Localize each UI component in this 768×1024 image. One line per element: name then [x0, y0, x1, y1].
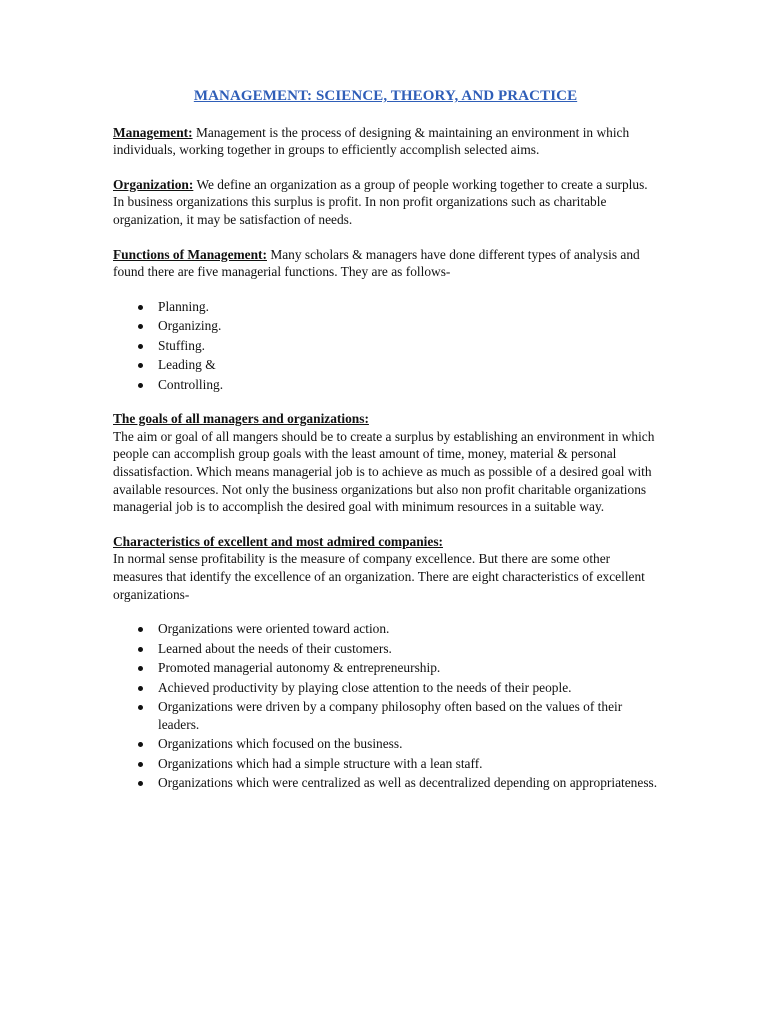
list-item: Organizations were oriented toward action.: [158, 620, 658, 638]
management-paragraph: [113, 124, 658, 159]
characteristics-text: In normal sense profitability is the measure of company excellence. But there are some other measures that identify the excellence of an organization. There are eight characteristics of excellent organizations-: [113, 551, 645, 602]
list-item: Promoted managerial autonomy & entrepreneurship.: [158, 659, 658, 677]
list-item: Organizations which focused on the business.: [158, 735, 658, 753]
goals-section: [113, 410, 658, 516]
organization-label: Organization:: [113, 176, 194, 192]
goals-heading: The goals of all managers and organizations:: [113, 411, 369, 427]
list-item: Organizations which were centralized as well as decentralized depending on appropriateness.: [158, 775, 658, 791]
organization-paragraph: [113, 176, 658, 229]
list-item: Achieved productivity by playing close attention to the needs of their people.: [158, 679, 658, 697]
list-item: Planning.: [158, 298, 658, 316]
management-text: Management is the process of designing & maintaining an environment in which individuals, working together in groups to efficiently accomplish selected aims.: [113, 124, 630, 158]
characteristics-heading: Characteristics of excellent and most admired companies:: [113, 533, 443, 549]
list-item: Organizations were driven by a company philosophy often based on the values of their leaders.: [158, 698, 658, 733]
characteristics-list: [113, 620, 658, 792]
goals-text: The aim or goal of all mangers should be to create a surplus by establishing an environment in which people can accomplish group goals with the least amount of time, money, material & personal dissatisfaction. Which means managerial job is to achieve as much as possible of a desired goal with available resources. Not only the business organizations but also non profit charitable organizations managerial job is to accomplish the desired goal with minimum resources in a suitable way.: [113, 428, 655, 515]
list-item: Controlling.: [158, 376, 658, 394]
characteristics-section: [113, 533, 658, 603]
management-label: Management:: [113, 124, 193, 140]
list-item: Organizations which had a simple structure with a lean staff.: [158, 755, 658, 773]
functions-paragraph: [113, 246, 658, 281]
list-item: Organizing.: [158, 317, 658, 335]
organization-text: We define an organization as a group of people working together to create a surplus. In business organizations this surplus is profit. In non profit organizations such as charitable organization, it may be satisfaction of needs.: [113, 176, 648, 227]
list-item: Stuffing.: [158, 337, 658, 355]
functions-label: Functions of Management:: [113, 246, 267, 262]
document-page: [113, 88, 658, 809]
page-title: MANAGEMENT: SCIENCE, THEORY, AND PRACTICE: [193, 88, 578, 104]
list-item: Leading &: [158, 356, 658, 374]
functions-text: Many scholars & managers have done different types of analysis and found there are five managerial functions. They are as follows-: [113, 246, 640, 280]
list-item: Learned about the needs of their customers.: [158, 640, 658, 658]
functions-list: [113, 298, 658, 394]
